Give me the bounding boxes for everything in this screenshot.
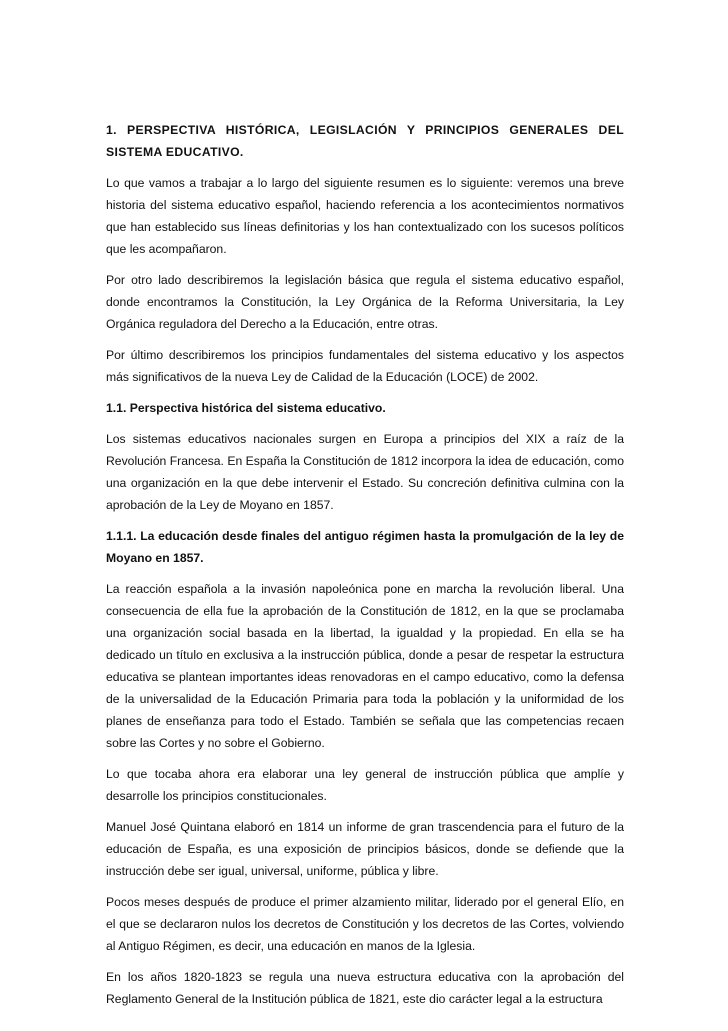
section-1-1-1-paragraph-3: Manuel José Quintana elaboró en 1814 un informe de gran trascendencia para el futuro de la educación de España, es una exposición de principios básicos, donde se defiende que la instrucción debe ser igual, universal, uniforme, pública y libre. [106, 820, 624, 878]
section-1-1-paragraph-1: Los sistemas educativos nacionales surgen en Europa a principios del XIX a raíz de la Revolución Francesa. En España la Constitución de 1812 incorpora la idea de educación, como una organización en la que debe intervenir el Estado. Su concreción definitiva culmina con la aprobación de la Ley de Moyano en 1857. [106, 432, 624, 512]
section-1-1-1-paragraph-5: En los años 1820-1823 se regula una nueva estructura educativa con la aprobación del Reglamento General de la Institución pública de 1821, este dio carácter legal a la estructura [106, 970, 624, 1006]
intro-paragraph-1: Lo que vamos a trabajar a lo largo del siguiente resumen es lo siguiente: veremos una breve historia del sistema educativo español, haciendo referencia a los acontecimientos normativos que han establecido sus líneas definitorias y los han contextualizado con los sucesos políticos que les acompañaron. [106, 176, 624, 256]
section-1-1-1-paragraph-4: Pocos meses después de produce el primer alzamiento militar, liderado por el general Elío, en el que se declararon nulos los decretos de Constitución y los decretos de las Cortes, volviendo al Antiguo Régimen, es decir, una educación en manos de la Iglesia. [106, 895, 624, 953]
section-heading-1: 1. PERSPECTIVA HISTÓRICA, LEGISLACIÓN Y PRINCIPIOS GENERALES DEL SISTEMA EDUCATIVO. [106, 123, 624, 159]
intro-paragraph-2: Por otro lado describiremos la legislación básica que regula el sistema educativo español, donde encontramos la Constitución, la Ley Orgánica de la Reforma Universitaria, la Ley Orgánica reguladora del Derecho a la Educación, entre otras. [106, 273, 624, 331]
section-heading-1-1: 1.1. Perspectiva histórica del sistema educativo. [106, 401, 386, 415]
section-1-1-1-paragraph-2: Lo que tocaba ahora era elaborar una ley general de instrucción pública que amplíe y desarrolle los principios constitucionales. [106, 767, 624, 803]
section-1-1-1-paragraph-1: La reacción española a la invasión napoleónica pone en marcha la revolución liberal. Una consecuencia de ella fue la aprobación de la Constitución de 1812, en la que se proclamaba una organización social basada en la libertad, la igualdad y la propiedad. En ella se ha dedicado un título en exclusiva a la instrucción pública, donde a pesar de respetar la estructura educativa se plantean importantes ideas renovadoras en el campo educativo, como la defensa de la universalidad de la Educación Primaria para toda la población y la uniformidad de los planes de enseñanza para todo el Estado. También se señala que las competencias recaen sobre las Cortes y no sobre el Gobierno. [106, 582, 624, 750]
section-heading-1-1-1: 1.1.1. La educación desde finales del antiguo régimen hasta la promulgación de la ley de Moyano en 1857. [106, 529, 624, 565]
intro-paragraph-3: Por último describiremos los principios fundamentales del sistema educativo y los aspectos más significativos de la nueva Ley de Calidad de la Educación (LOCE) de 2002. [106, 348, 624, 384]
